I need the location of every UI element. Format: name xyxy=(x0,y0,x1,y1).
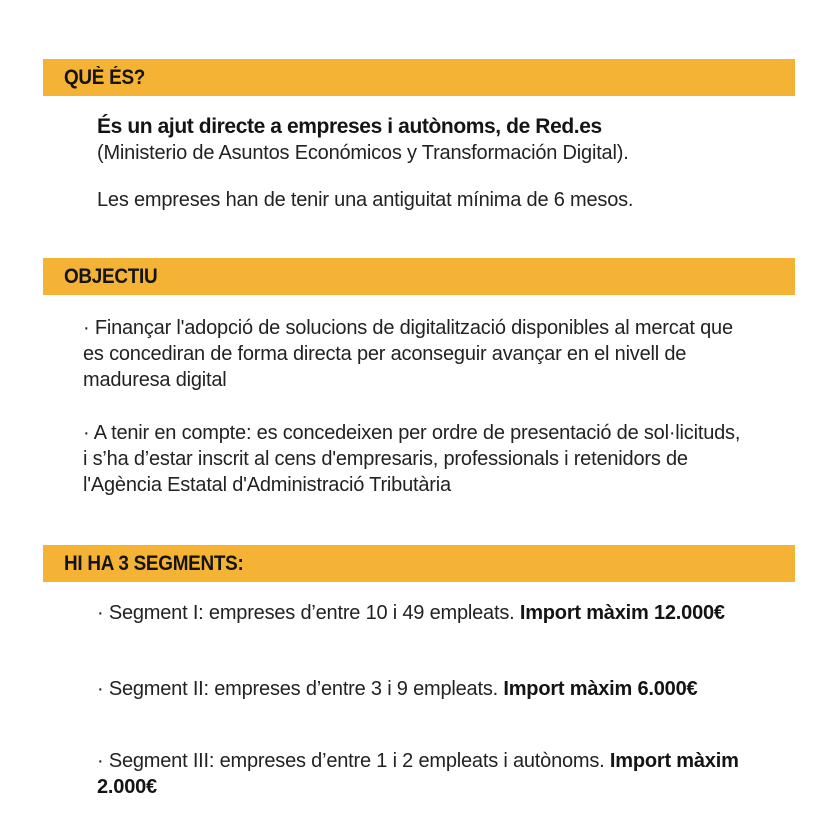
paragraph-antiquity xyxy=(97,187,757,213)
section-header-objectiu xyxy=(43,258,795,295)
segment-2 xyxy=(97,676,737,702)
paragraph-objective-1 xyxy=(83,315,748,393)
ministry-text: (Ministerio de Asuntos Económicos y Transformación Digital). xyxy=(97,142,629,164)
segment-max-amount: Import màxim 12.000€ xyxy=(519,602,725,624)
section-title: OBJECTIU xyxy=(64,264,158,288)
segment-description: · Segment II: empreses d’entre 3 i 9 empleats. xyxy=(97,678,504,700)
paragraph-definition xyxy=(97,114,757,166)
section-title: HI HA 3 SEGMENTS: xyxy=(64,551,244,575)
paragraph-objective-2 xyxy=(83,420,748,498)
objective-text: · Finançar l'adopció de solucions de digitalització disponibles al mercat que es concediran de forma directa per aconseguir avançar en el nivell de maduresa digital xyxy=(83,317,733,391)
segment-max-amount: Import màxim 6.000€ xyxy=(503,678,698,700)
antiquity-text: Les empreses han de tenir una antiguitat mínima de 6 mesos. xyxy=(97,189,634,211)
segment-3 xyxy=(97,748,757,800)
section-header-que-es xyxy=(43,59,795,96)
objective-note-text: · A tenir en compte: es concedeixen per ordre de presentació de sol·licituds, i s’ha d’estar inscrit al cens d'empresaris, professionals i retenidors de l'Agència Estatal d'Administració Tributària xyxy=(83,422,741,496)
segment-1 xyxy=(97,600,737,626)
segment-description: · Segment III: empreses d’entre 1 i 2 empleats i autònoms. xyxy=(97,750,610,772)
section-header-segments xyxy=(43,545,795,582)
segment-max-amount: Import màxim 2.000€ xyxy=(97,750,739,798)
segment-description: · Segment I: empreses d’entre 10 i 49 empleats. xyxy=(97,602,520,624)
lead-text: És un ajut directe a empreses i autònoms, de Red.es xyxy=(97,115,602,138)
section-title: QUÈ ÉS? xyxy=(64,65,146,89)
